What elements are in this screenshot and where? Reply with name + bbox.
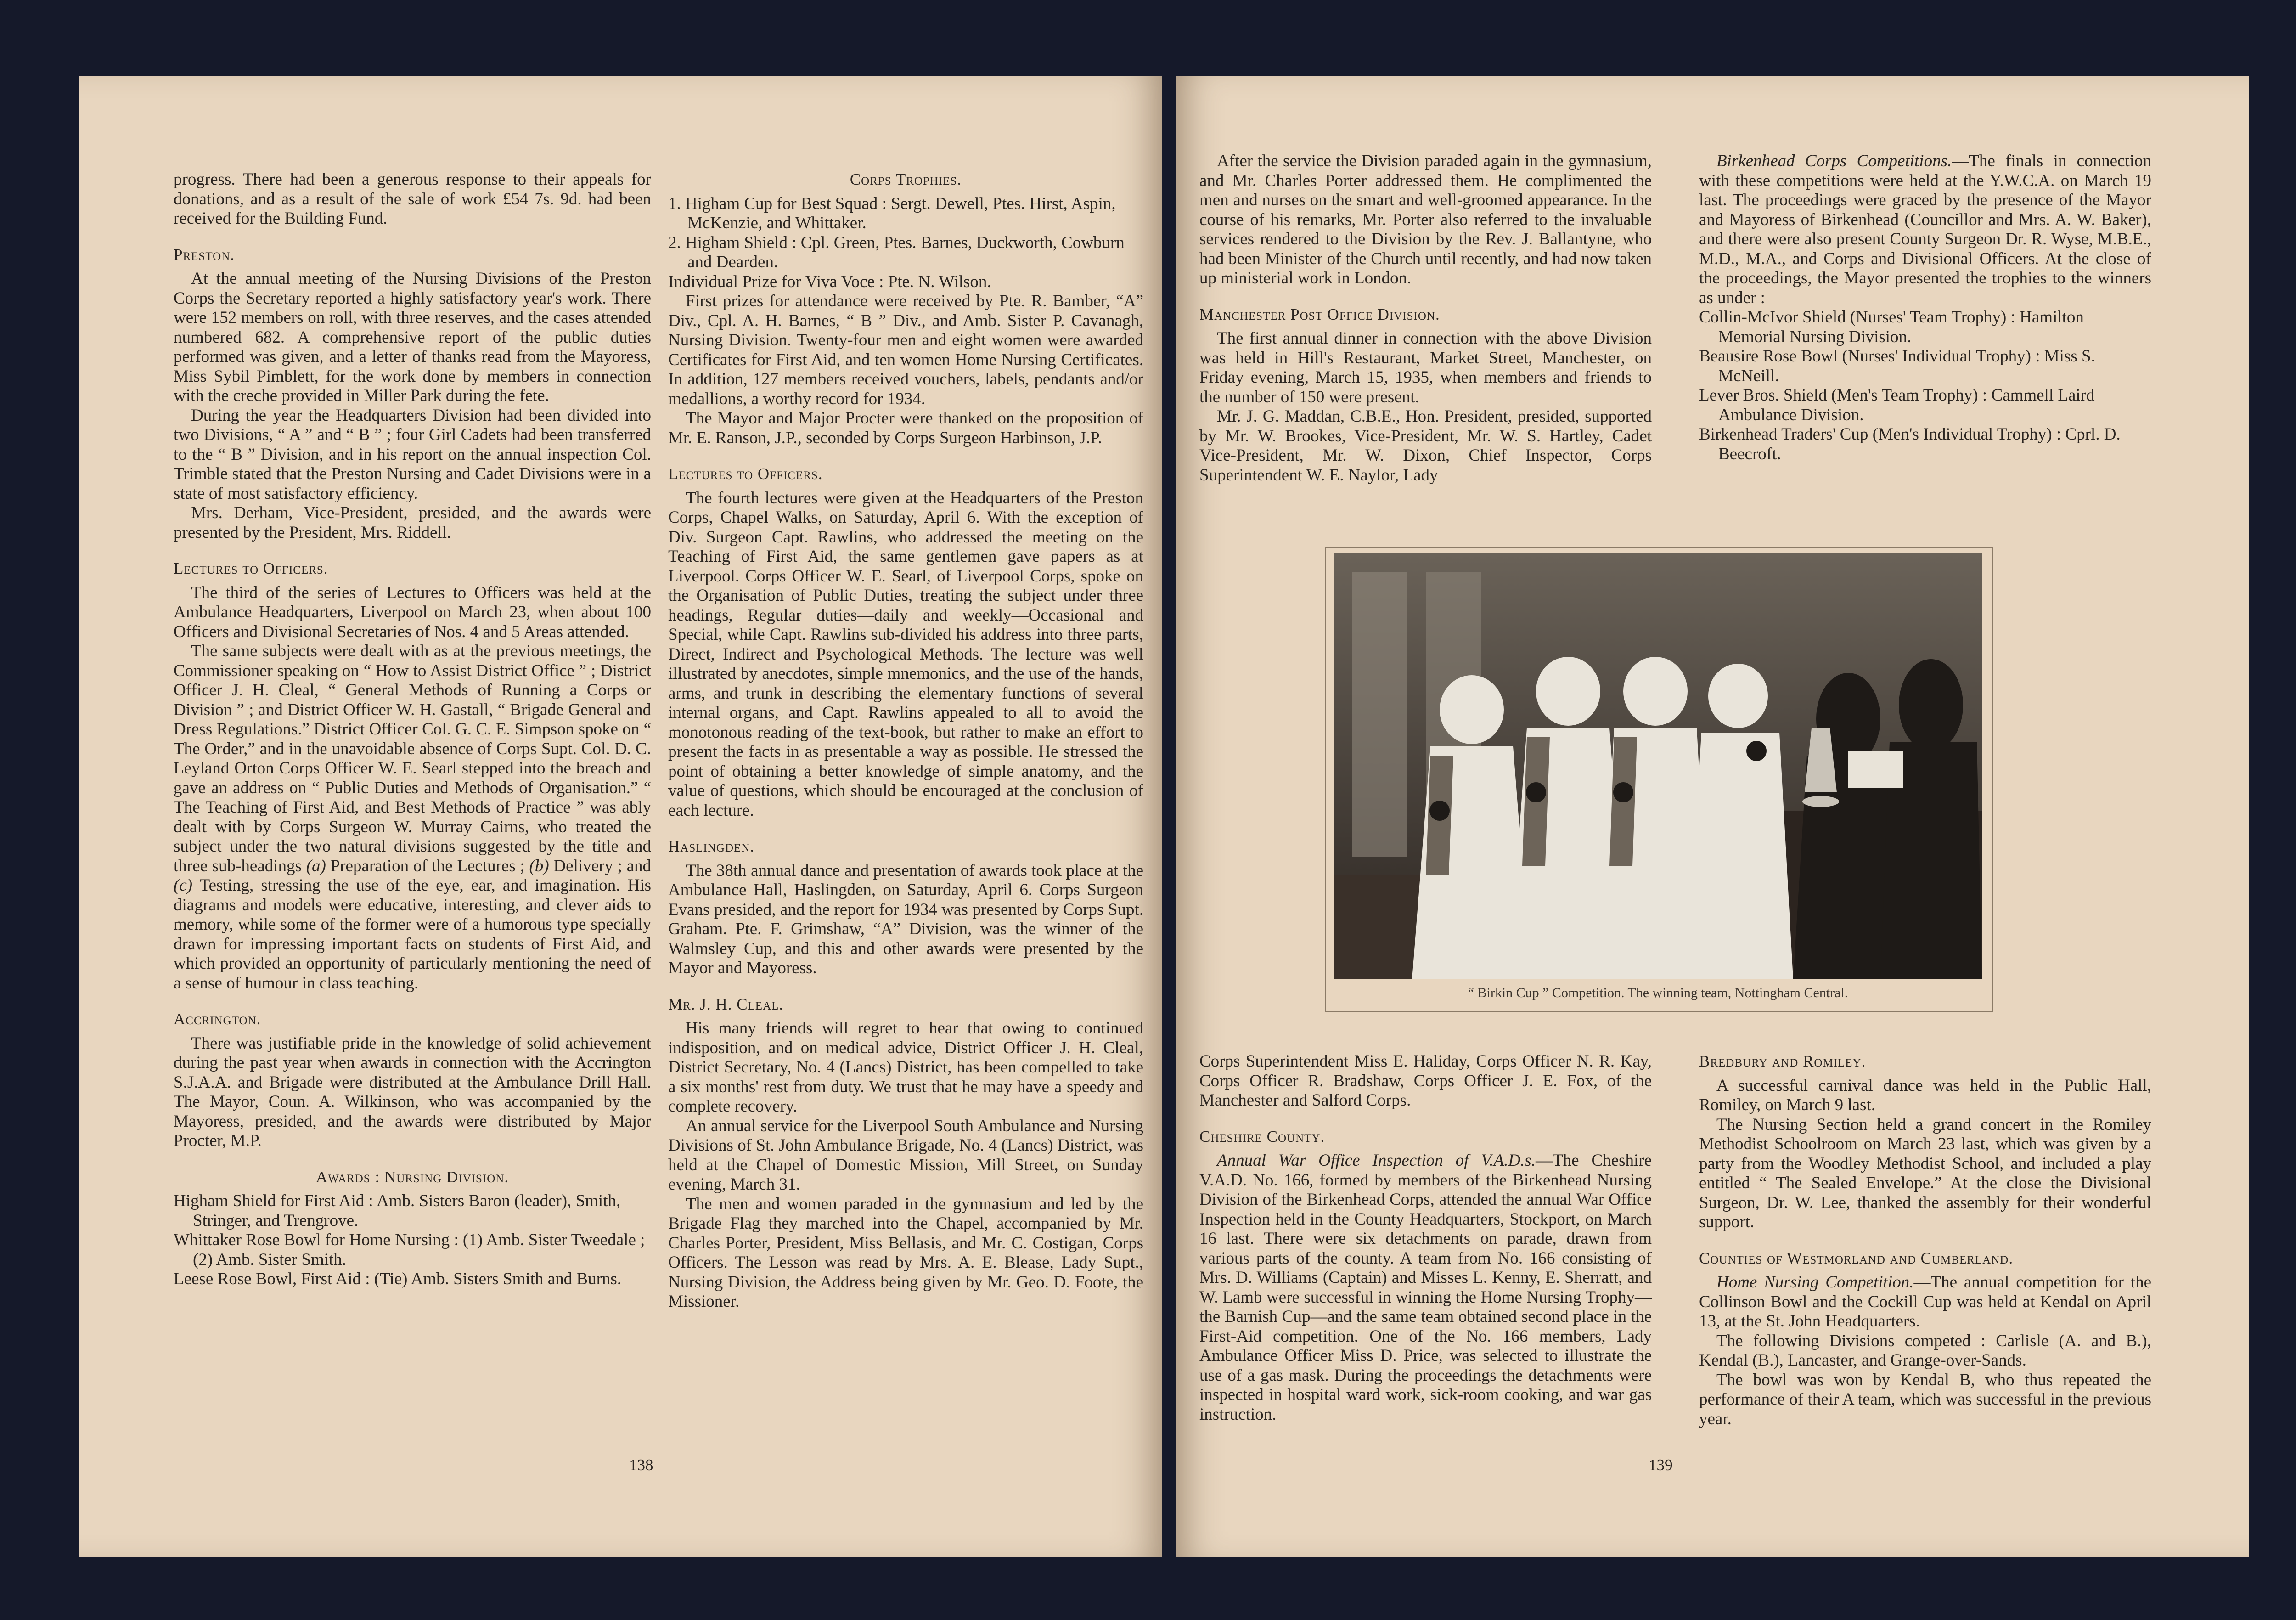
section-heading: Preston. [174,245,235,264]
section-heading: Corps Trophies. [850,170,962,188]
paragraph: A successful carnival dance was held in the Public Hall, Romiley, on March 9 last. [1699,1076,2151,1114]
section-heading: Lectures to Officers. [668,465,823,483]
paragraph: During the year the Headquarters Division had been divided into two Divisions, “ A ” and “ B ” ; four Girl Cadets had been transferred to the “ B ” Division, and in his report on the annual inspection Col. Trimble stated that the Preston Nursing and Cadet Divisions were in a state of most satisfactory efficiency. [174,406,651,503]
paragraph: The Nursing Section held a grand concert in the Romiley Methodist Schoolroom on March 23 last, which was given by a party from the Woodley Methodist School, and included a play entitled “ The Sealed Envelope.” At the close the Divisional Surgeon, Dr. W. Lee, thanked the assembly for their wonderful support. [1699,1115,2151,1231]
section-heading: Accrington. [174,1010,261,1028]
section-heading: Manchester Post Office Division. [1199,305,1440,323]
left-column-2 [668,170,1143,1312]
paragraph [174,642,651,993]
section-heading: Awards : Nursing Division. [315,1168,509,1186]
text-run: (a) [306,856,326,875]
paragraph: The men and women paraded in the gymnasium and led by the Brigade Flag they marched into the Chapel, accompanied by Mr. Charles Porter, President, Miss Bellasis, and Mr. C. Costigan, Corps Officers. The Lesson was read by Mrs. A. E. Blease, Lady Supt., Nursing Division, the Address being given by Mr. Geo. D. Foote, the Missioner. [668,1194,1143,1311]
text-run: Birkenhead Corps Competitions. [1716,152,1952,170]
paragraph: After the service the Division paraded again in the gymnasium, and Mr. Charles Porter addressed them. He complimented the men and nurses on the smart and well-groomed appearance. In the course of his remarks, Mr. Porter also referred to the invaluable services rendered to the Division by the Rev. J. Ballantyne, who had been Minister of the Church until recently, and had now taken up ministerial work in London. [1199,152,1652,288]
section-heading: Mr. J. H. Cleal. [668,995,784,1013]
section-heading: Bredbury and Romiley. [1699,1052,1866,1070]
text-run: —The Cheshire V.A.D. No. 166, formed by members of the Birkenhead Nursing Division of the Birkenhead Corps, attended the annual War Office Inspection held in the County Headquarters, Stockport, on March 16 last. There were six detachments on parade, drawn from various parts of the county. A team from No. 166 consisting of Mrs. D. Williams (Captain) and Misses L. Kenny, E. Sherratt, and W. Lamb were successful in winning the Home Nursing Trophy—the Barnish Cup—and the same team obtained second place in the First-Aid competition. One of the No. 166 members, Lady Ambulance Officer Miss D. Price, was selected to illustrate the use of a gas mask. During the proceedings the detachments were inspected in hospital ward work, sick-room cooking, and war gas instruction. [1199,1151,1652,1424]
right-column-1 [1199,152,1652,485]
paragraph: The first annual dinner in connection with the above Division was held in Hill's Restaurant, Market Street, Manchester, on Friday evening, March 15, 1935, when members and friends to the number of 150 were present. [1199,329,1652,406]
list-item: Higham Shield for First Aid : Amb. Sisters Baron (leader), Smith, Stringer, and Trengrove. [174,1191,621,1230]
right-column-2 [1699,152,2151,464]
photo-caption: “ Birkin Cup ” Competition. The winning team, Nottingham Central. [1468,985,1848,1000]
paragraph: There was justifiable pride in the knowledge of solid achievement during the past year when awards in connection with the Accrington S.J.A.A. and Brigade were distributed at the Ambulance Drill Hall. The Mayor, Coun. A. Wilkinson, who was accompanied by the Mayoress, presided, and the awards were distributed by Major Procter, M.P. [174,1033,651,1150]
paragraph: An annual service for the Liverpool South Ambulance and Nursing Divisions of St. John Ambulance Brigade, No. 4 (Lancs) District, was held at the Chapel of Domestic Mission, Mill Street, on Sunday evening, March 31. [668,1116,1143,1194]
text-run: The same subjects were dealt with as at the previous meetings, the Commissioner speaking on “ How to Assist District Office ” ; District Officer J. H. Cleal, “ General Methods of Running a Corps or Division ” ; and District Officer W. H. Gastall, “ Brigade General and Dress Regulations.” District Officer Col. G. C. E. Simpson spoke on “ The Order,” and in the unavoidable absence of Corps Supt. Col. D. C. Leyland Orton Corps Officer W. E. Searl stepped into the breach and gave an address on “ Public Duties and Methods of Organisation.” “ The Teaching of First Aid, and Best Methods of Practice ” was ably dealt with by Corps Surgeon W. Murray Cairns, who treated the subject under the two natural divisions suggested by the title and three sub-headings [174,642,651,875]
text-run: Testing, stressing the use of the eye, ear, and imagination. His diagrams and models were educative, interesting, and clever aids to memory, while some of the former were of a humorous type specially drawn for impressing important facts on students of First Aid, and which provided an opportunity of particularly mentioning the need of a sense of humour in class teaching. [174,876,651,993]
text-run: Annual War Office Inspection of V.A.D.s. [1217,1151,1536,1170]
list-item: 1. Higham Cup for Best Squad : Sergt. Dewell, Ptes. Hirst, Aspin, McKenzie, and Whittaker. [668,194,1116,232]
list-item: Beausire Rose Bowl (Nurses' Individual Trophy) : Miss S. McNeill. [1699,347,2095,385]
paragraph [1699,1273,2151,1332]
right-column-3 [1199,1052,1652,1424]
list-item: Lever Bros. Shield (Men's Team Trophy) : Cammell Laird Ambulance Division. [1699,386,2095,424]
section-heading: Cheshire County. [1199,1127,1325,1146]
paragraph: Mrs. Derham, Vice-President, presided, and the awards were presented by the President, Mrs. Riddell. [174,503,651,542]
text-run: Home Nursing Competition. [1716,1273,1914,1292]
list-item: 2. Higham Shield : Cpl. Green, Ptes. Barnes, Duckworth, Cowburn and Dearden. [668,233,1125,271]
list-item: Collin-McIvor Shield (Nurses' Team Trophy) : Hamilton Memorial Nursing Division. [1699,308,2084,346]
left-column-1 [174,170,651,1289]
section-heading: Haslingden. [668,837,755,855]
list-item: Birkenhead Traders' Cup (Men's Individual Trophy) : Cprl. D. Beecroft. [1699,425,2121,463]
text-run: Preparation of the Lectures ; [330,856,525,875]
list-item: Whittaker Rose Bowl for Home Nursing : (1) Amb. Sister Tweedale ; (2) Amb. Sister Smith. [174,1231,645,1269]
paragraph: His many friends will regret to hear that owing to continued indisposition, and on medical advice, District Officer J. H. Cleal, District Secretary, No. 4 (Lancs) District, has been compelled to take a six months' rest from duty. We trust that he may have a speedy and complete recovery. [668,1019,1143,1116]
text-run: (b) [529,856,549,875]
list-item: Individual Prize for Viva Voce : Pte. N. Wilson. [668,272,991,291]
section-heading: Lectures to Officers. [174,559,328,577]
right-column-4 [1699,1052,2151,1429]
team-photograph [1334,553,1982,979]
paragraph: At the annual meeting of the Nursing Divisions of the Preston Corps the Secretary reported a highly satisfactory year's work. There were 152 members on roll, with three reserves, and the cases attended numbered 682. A comprehensive report of the public duties performed was given, and a letter of thanks read from the Mayoress, Miss Sybil Pimblett, for the work done by members in connection with the creche provided in Miller Park during the fete. [174,269,651,405]
text-run: Delivery ; and [553,856,652,875]
photo-illustration [1334,553,1982,979]
paragraph: Corps Superintendent Miss E. Haliday, Corps Officer N. R. Kay, Corps Officer R. Bradshaw, Corps Officer J. E. Fox, of the Manchester and Salford Corps. [1199,1052,1652,1110]
paragraph: progress. There had been a generous response to their appeals for donations, and as a result of the sale of work £54 7s. 9d. had been received for the Building Fund. [174,170,651,228]
paragraph: The Mayor and Major Procter were thanked on the proposition of Mr. E. Ranson, J.P., seconded by Corps Surgeon Harbinson, J.P. [668,409,1143,447]
text-run: (c) [174,876,193,895]
paragraph: The fourth lectures were given at the Headquarters of the Preston Corps, Chapel Walks, on Saturday, April 6. With the exception of Div. Surgeon Capt. Rawlins, who addressed the meeting on the Teaching of First Aid, the same gentlemen gave papers as at Liverpool. Corps Officer W. E. Searl, of Liverpool Corps, spoke on the Organisation of Public Duties, treating the subject under three headings, Regular duties—daily and weekly—Occasional and Special, while Capt. Rawlins sub-divided his address into three parts, Direct, Indirect and Psychological Methods. The lecture was well illustrated by anecdotes, simple mnemonics, and the use of the hands, arms, and trunk in describing the elementary functions of several internal organs, and Capt. Rawlins appealed to all to avoid the monotonous reading of the text-book, but rather to make an effort to present the facts in as presentable a way as possible. He stressed the point of obtaining a better knowledge of simple anatomy, and the value of questions, which should be encouraged at the conclusion of each lecture. [668,488,1143,820]
paragraph: The 38th annual dance and presentation of awards took place at the Ambulance Hall, Haslingden, on Saturday, April 6. Corps Surgeon Evans presided, and the report for 1934 was presented by Corps Supt. Graham. Pte. F. Grimshaw, “A” Division, was the winner of the Walmsley Cup, and this and other awards were presented by the Mayor and Mayoress. [668,861,1143,977]
paragraph [1699,152,2151,308]
paragraph: First prizes for attendance were received by Pte. R. Bamber, “A” Div., Cpl. A. H. Barnes, “ B ” Div., and Amb. Sister P. Cavanagh, Nursing Division. Twenty-four men and eight women were awarded Certificates for First Aid, and ten women Home Nursing Certificates. In addition, 127 members received vouchers, labels, pendants and/or medallions, a worthy record for 1934. [668,292,1143,408]
section-heading: Counties of Westmorland and Cumberland. [1699,1249,2014,1267]
paragraph [1199,1151,1652,1424]
list-item: Leese Rose Bowl, First Aid : (Tie) Amb. Sisters Smith and Burns. [174,1270,622,1288]
paragraph: Mr. J. G. Maddan, C.B.E., Hon. President, presided, supported by Mr. W. Brookes, Vice-President, Mr. W. S. Hartley, Cadet Vice-President, Mr. W. Dixon, Chief Inspector, Corps Superintendent W. E. Naylor, Lady [1199,407,1652,485]
page-number: 138 [629,1456,653,1474]
page-number: 139 [1649,1456,1673,1474]
paragraph: The third of the series of Lectures to Officers was held at the Ambulance Headquarters, Liverpool on March 23, when about 100 Officers and Divisional Secretaries of Nos. 4 and 5 Areas attended. [174,583,651,641]
text-run: —The annual competition for the Collinson Bowl and the Cockill Cup was held at Kendal on April 13, at the St. John Headquarters. [1699,1273,2151,1331]
paragraph: The bowl was won by Kendal B, who thus repeated the performance of their A team, which was successful in the previous year. [1699,1370,2151,1428]
text-run: —The finals in connection with these competitions were held at the Y.W.C.A. on March 19 last. The proceedings were graced by the presence of the Mayor and Mayoress of Birkenhead (Councillor and Mrs. A. W. Baker), and there were also present County Surgeon Dr. R. Wyse, M.B.E., M.D., M.A., and Corps and Divisional Officers. At the close of the proceedings, the Mayor presented the trophies to the winners as under : [1699,152,2151,307]
paragraph: The following Divisions competed : Carlisle (A. and B.), Kendal (B.), Lancaster, and Grange-over-Sands. [1699,1331,2151,1370]
